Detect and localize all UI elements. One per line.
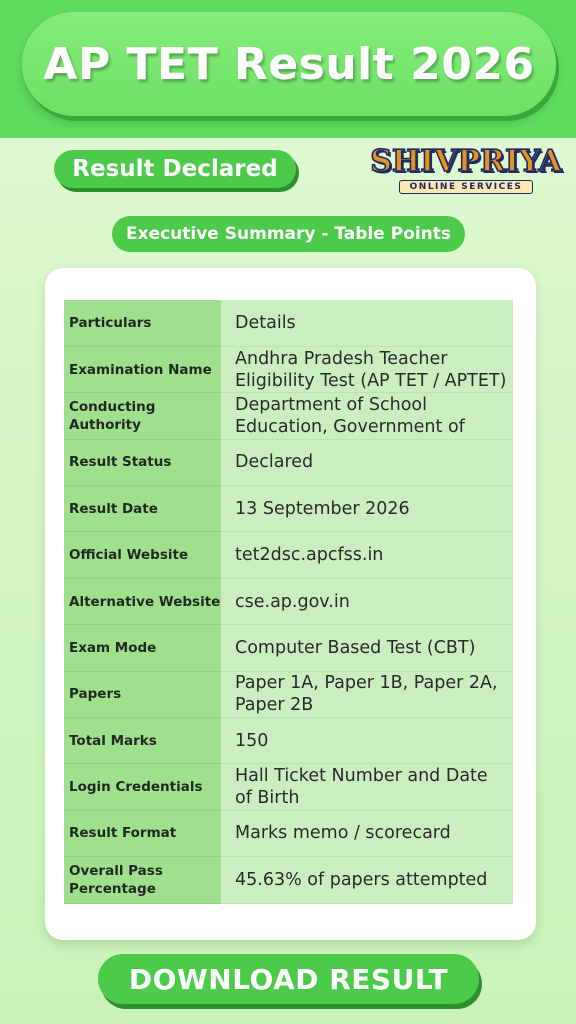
table-row [64,300,513,346]
row-value [221,625,513,671]
row-key: Alternative Website [64,578,221,624]
row-value-text: 45.63% of papers attempted [235,869,488,890]
status-badge: Result Declared [54,150,296,188]
row-value-text: Declared [235,452,314,473]
summary-table [64,300,513,904]
row-key: Exam Mode [64,625,221,671]
row-value [221,578,513,624]
section-heading: Executive Summary - Table Points [112,216,465,252]
table-row [64,810,513,856]
row-value-text: Details [235,312,296,333]
row-value [221,532,513,578]
row-value-text: Department of School Education, Government of [235,394,465,437]
table-row [64,578,513,624]
row-value [221,346,513,392]
row-key: Result Status [64,439,221,485]
row-key: Particulars [64,300,221,346]
row-key: Examination Name [64,346,221,392]
row-value [221,393,513,439]
row-key: Login Credentials [64,764,221,810]
row-value [221,300,513,346]
row-key: Result Date [64,486,221,532]
table-row [64,439,513,485]
row-value [221,810,513,856]
table-row [64,857,513,903]
row-key: Conducting Authority [64,393,221,439]
table-row [64,764,513,810]
row-value [221,764,513,810]
logo-wordmark: SHIVPRIYA [370,144,562,179]
row-key: Official Website [64,532,221,578]
row-value-text: Hall Ticket Number and Date of Birth [235,766,488,809]
row-key: Papers [64,671,221,717]
table-row [64,393,513,439]
logo-tagline: ONLINE SERVICES [399,180,534,194]
row-value-text: cse.ap.gov.in [235,591,350,612]
brand-logo [370,144,562,198]
row-value-text: Marks memo / scorecard [235,823,451,844]
download-result-button[interactable]: DOWNLOAD RESULT [98,954,479,1004]
row-value [221,671,513,717]
table-row [64,346,513,392]
row-value-text: 150 [235,730,269,751]
title-banner [22,12,556,116]
table-row [64,625,513,671]
table-row [64,671,513,717]
table-row [64,486,513,532]
row-value-text: Computer Based Test (CBT) [235,637,476,658]
row-value-text: 13 September 2026 [235,498,410,519]
row-value-text: Paper 1A, Paper 1B, Paper 2A, Paper 2B [235,673,498,716]
row-value [221,439,513,485]
row-value [221,718,513,764]
row-key: Total Marks [64,718,221,764]
table-row [64,718,513,764]
row-value-text: tet2dsc.apcfss.in [235,545,384,566]
page-title: AP TET Result 2026 [43,38,535,90]
row-value-text: Andhra Pradesh Teacher Eligibility Test (AP TET / APTET) [235,348,507,391]
row-key: Overall Pass Percentage [64,857,221,903]
row-value [221,486,513,532]
table-row [64,532,513,578]
row-key: Result Format [64,810,221,856]
row-value [221,857,513,903]
